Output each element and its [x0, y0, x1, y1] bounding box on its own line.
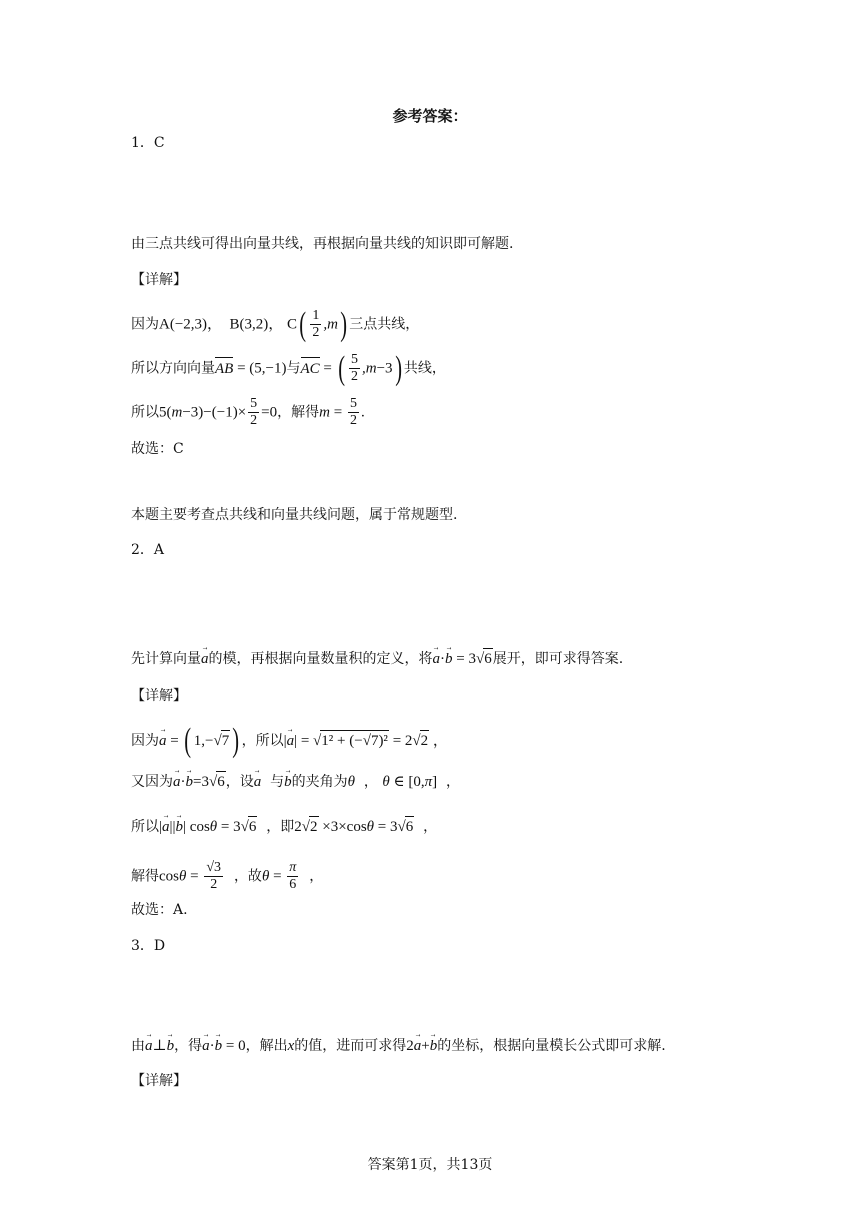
page-footer: 答案第1页，共13页	[367, 1157, 493, 1173]
q1-step-1: 因为A(−2,3)， B(3,2)， C( $\frac{1}{2}$ ,m) 三点共线，	[131, 305, 420, 343]
q2-step-3: 所以|→ a||→ b| cosθ = 3√6 ，即2√2 ×3×cosθ = 3√6 ，	[131, 816, 437, 837]
q2-number: 2．A	[131, 542, 165, 558]
q1-step-3: 所以5(m−3)−(−1)× $\frac{5}{2}$ =0，解得m = $\frac{5}{2}$ .	[131, 396, 365, 428]
q2-analysis: 先计算向量→ a的模，再根据向量数量积的定义，将→ a·→ b = 3√6展开，即可求得答案.	[131, 648, 623, 669]
q1-number: 1．C	[131, 135, 165, 151]
q1-choice: 故选：C	[131, 441, 184, 457]
q2-detail-heading: 【详解】	[131, 688, 187, 704]
q1-analysis: 由三点共线可得出向量共线，再根据向量共线的知识即可解题.	[131, 236, 514, 252]
q2-step-2: 又因为→ a·→ b=3√6，设→ a 与→ b的夹角为θ ， θ ∈ [0,π] ，	[131, 771, 460, 792]
q2-step-1: 因为→ a = ( 1,−√7) ，所以|→ a| = √1² + (−√7)² = 2√2 ，	[131, 726, 448, 756]
page-title: 参考答案：	[392, 107, 468, 125]
q1-comment: 本题主要考查点共线和向量共线问题，属于常规题型.	[131, 507, 458, 523]
q1-step-2: 所以方向向量AB = (5,−1)与AC = ( $\frac{5}{2}$ ,m−3) 共线，	[131, 349, 446, 387]
q3-analysis: 由→ a⊥→ b，得→ a·→ b = 0，解出x的值，进而可求得2→ a+→ b的坐标，根据向量模长公式即可求解.	[131, 1036, 666, 1056]
q1-detail-heading: 【详解】	[131, 272, 187, 288]
q2-choice: 故选：A.	[131, 902, 188, 918]
q3-detail-heading: 【详解】	[131, 1073, 187, 1089]
q3-number: 3．D	[131, 938, 166, 954]
q2-step-4: 解得cosθ = $\frac{√3}{2}$ ，故θ = $\frac{\pi}{6}$ ，	[131, 860, 324, 892]
